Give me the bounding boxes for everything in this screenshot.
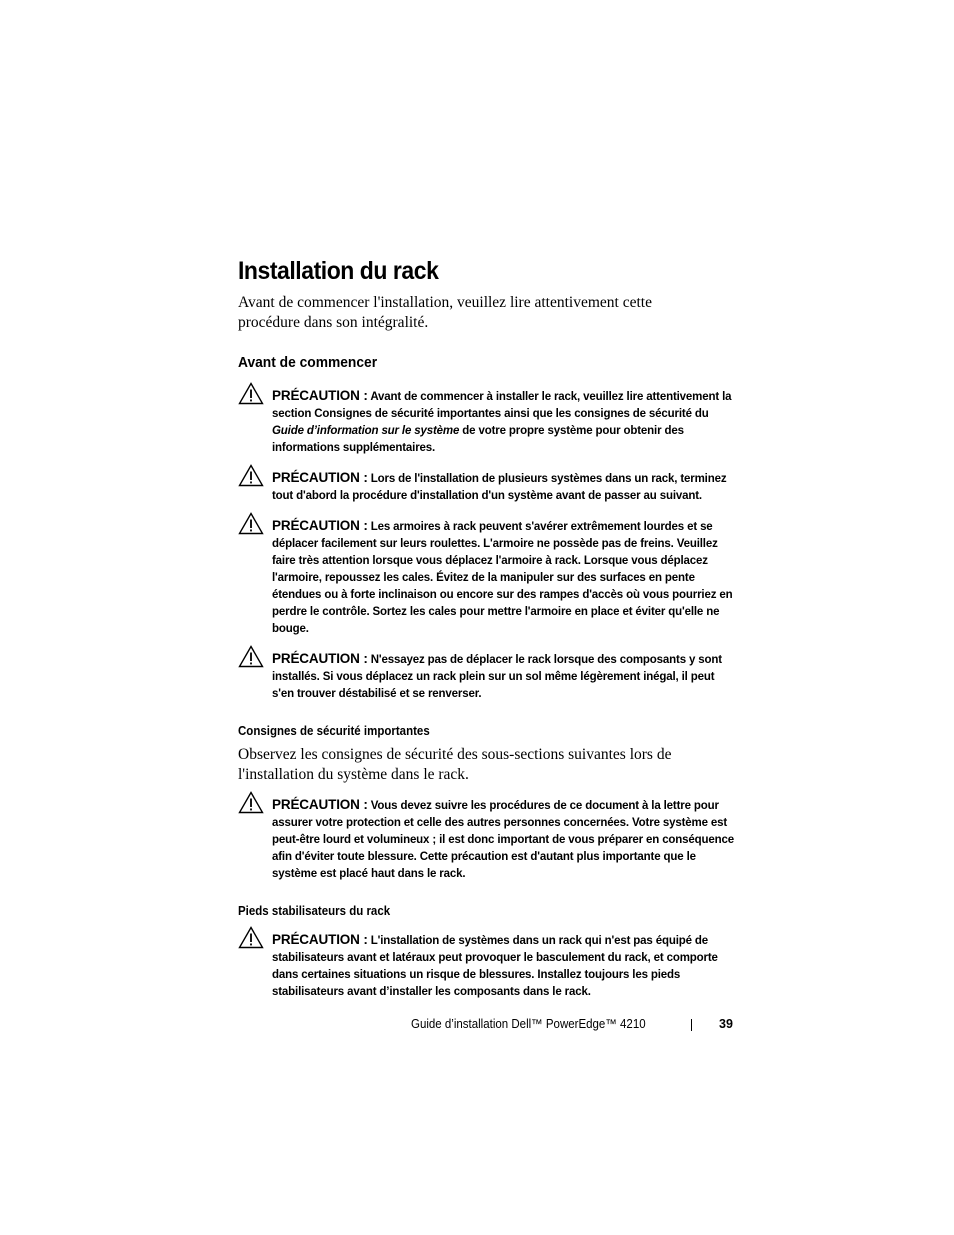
caution-text: Lors de l'installation de plusieurs systèmes dans un rack, terminez tout d'abord la procédure d'installation d'un système avant de passer au suivant. <box>272 473 727 502</box>
caution-notice <box>238 931 738 1001</box>
warning-triangle-icon <box>238 791 264 814</box>
footer-guide-title: Guide d’installation Dell™ PowerEdge™ 4210 <box>411 1017 646 1031</box>
page-number: 39 <box>719 1017 733 1031</box>
section-heading-before: Avant de commencer <box>238 354 378 371</box>
caution-notice <box>238 469 738 505</box>
intro-paragraph: Avant de commencer l'installation, veuillez lire attentivement cette procédure dans son intégralité. <box>238 294 652 331</box>
warning-triangle-icon <box>238 512 264 535</box>
footer-divider <box>691 1019 692 1031</box>
subsection-heading-stabilizers: Pieds stabilisateurs du rack <box>238 904 391 918</box>
warning-triangle-icon <box>238 926 264 949</box>
page-title: Installation du rack <box>238 257 439 285</box>
caution-label: PRÉCAUTION : <box>272 518 368 533</box>
caution-text: Vous devez suivre les procédures de ce document à la lettre pour assurer votre protection et celle des autres personnes concernées. Votre système est peut-être lourd et volumineux ; il est donc important de vous préparer en conséquence afin d'éviter toute blessure. Cette précaution est d'autant plus importante que le système est placé haut dans le rack. <box>272 800 735 880</box>
caution-notice <box>238 650 738 703</box>
warning-triangle-icon <box>238 645 264 668</box>
guide-title-reference: Guide d’information sur le système <box>272 425 460 437</box>
safety-intro-paragraph: Observez les consignes de sécurité des sous-sections suivantes lors de l'installation du système dans le rack. <box>238 746 672 783</box>
caution-label: PRÉCAUTION : <box>272 470 368 485</box>
caution-text: N'essayez pas de déplacer le rack lorsque des composants y sont installés. Si vous déplacez un rack plein sur un sol même légèrement inégal, il peut s'en trouver déstabilisé et se renverser. <box>272 654 722 700</box>
subsection-heading-safety: Consignes de sécurité importantes <box>238 724 430 738</box>
warning-triangle-icon <box>238 382 264 405</box>
page-content <box>238 255 738 1001</box>
caution-label: PRÉCAUTION : <box>272 388 368 403</box>
caution-text: Avant de commencer à installer le rack, veuillez lire attentivement la section Consignes de sécurité importantes ainsi que les consignes de sécurité du <box>272 391 732 420</box>
caution-label: PRÉCAUTION : <box>272 932 368 947</box>
caution-notice <box>238 796 738 883</box>
caution-label: PRÉCAUTION : <box>272 651 368 666</box>
caution-notice <box>238 517 738 638</box>
caution-text: Les armoires à rack peuvent s'avérer extrêmement lourdes et se déplacer facilement sur leurs roulettes. L'armoire ne possède pas de freins. Veuillez faire très attention lorsque vous déplacez l'armoire à rack. Lorsque vous déplacez l'armoire, repoussez les cales. Évitez de la manipuler sur des surfaces en pente étendues ou à forte inclinaison ou encore sur des rampes d'accès où vous pourriez en perdre le contrôle. Sortez les cales pour mettre l'armoire en place et éviter qu'elle ne bouge. <box>272 521 733 635</box>
caution-text: de votre propre système pour obtenir des informations supplémentaires. <box>272 425 684 454</box>
caution-text: L'installation de systèmes dans un rack qui n'est pas équipé de stabilisateurs avant et latéraux peut provoquer le basculement du rack, et comporte dans certaines situations un risque de blessures. Installez toujours les pieds stabilisateurs avant d’installer les composants dans le rack. <box>272 935 718 998</box>
warning-triangle-icon <box>238 464 264 487</box>
caution-notice <box>238 387 738 457</box>
caution-label: PRÉCAUTION : <box>272 797 368 812</box>
